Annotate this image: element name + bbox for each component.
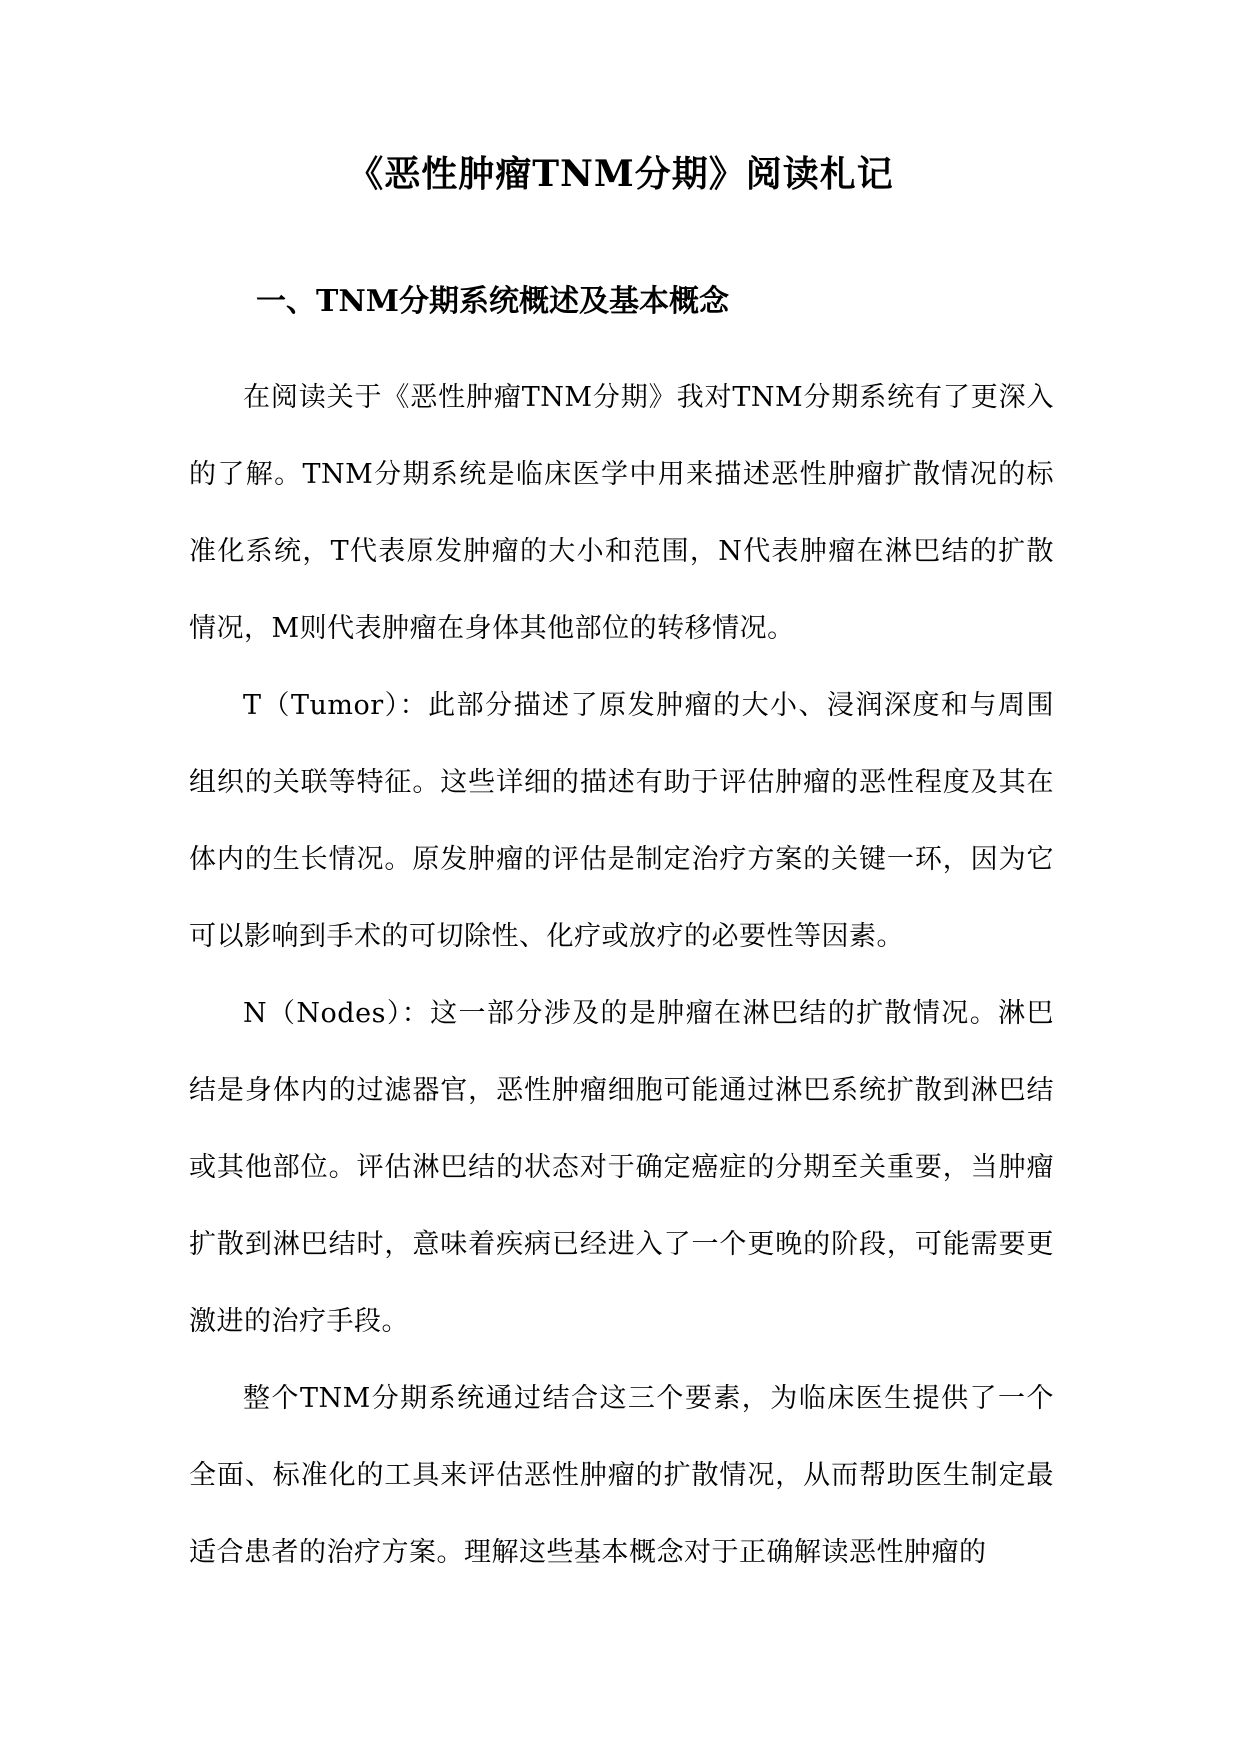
paragraph-nodes: N（Nodes）：这一部分涉及的是肿瘤在淋巴结的扩散情况。淋巴结是身体内的过滤器官，恶性肿瘤细胞可能通过淋巴系统扩散到淋巴结或其他部位。评估淋巴结的状态对于确定癌症的分期至关重要，当肿瘤扩散到淋巴结时，意味着疾病已经进入了一个更晚的阶段，可能需要更激进的治疗手段。 <box>189 998 1054 1337</box>
section-body <box>189 359 1054 1591</box>
section-heading: 一、TNM分期系统概述及基本概念 <box>256 284 729 319</box>
paragraph-tumor: T（Tumor）：此部分描述了原发肿瘤的大小、浸润深度和与周围组织的关联等特征。这些详细的描述有助于评估肿瘤的恶性程度及其在体内的生长情况。原发肿瘤的评估是制定治疗方案的关键一环，因为它可以影响到手术的可切除性、化疗或放疗的必要性等因素。 <box>189 690 1054 952</box>
paragraph-intro: 在阅读关于《恶性肿瘤TNM分期》我对TNM分期系统有了更深入的了解。TNM分期系统是临床医学中用来描述恶性肿瘤扩散情况的标准化系统，T代表原发肿瘤的大小和范围，N代表肿瘤在淋巴结的扩散情况，M则代表肿瘤在身体其他部位的转移情况。 <box>189 382 1054 644</box>
paragraph-summary: 整个TNM分期系统通过结合这三个要素，为临床医生提供了一个全面、标准化的工具来评估恶性肿瘤的扩散情况，从而帮助医生制定最适合患者的治疗方案。理解这些基本概念对于正确解读恶性肿瘤的 <box>189 1383 1054 1568</box>
document-title: 《恶性肿瘤TNM分期》阅读札记 <box>347 153 894 195</box>
